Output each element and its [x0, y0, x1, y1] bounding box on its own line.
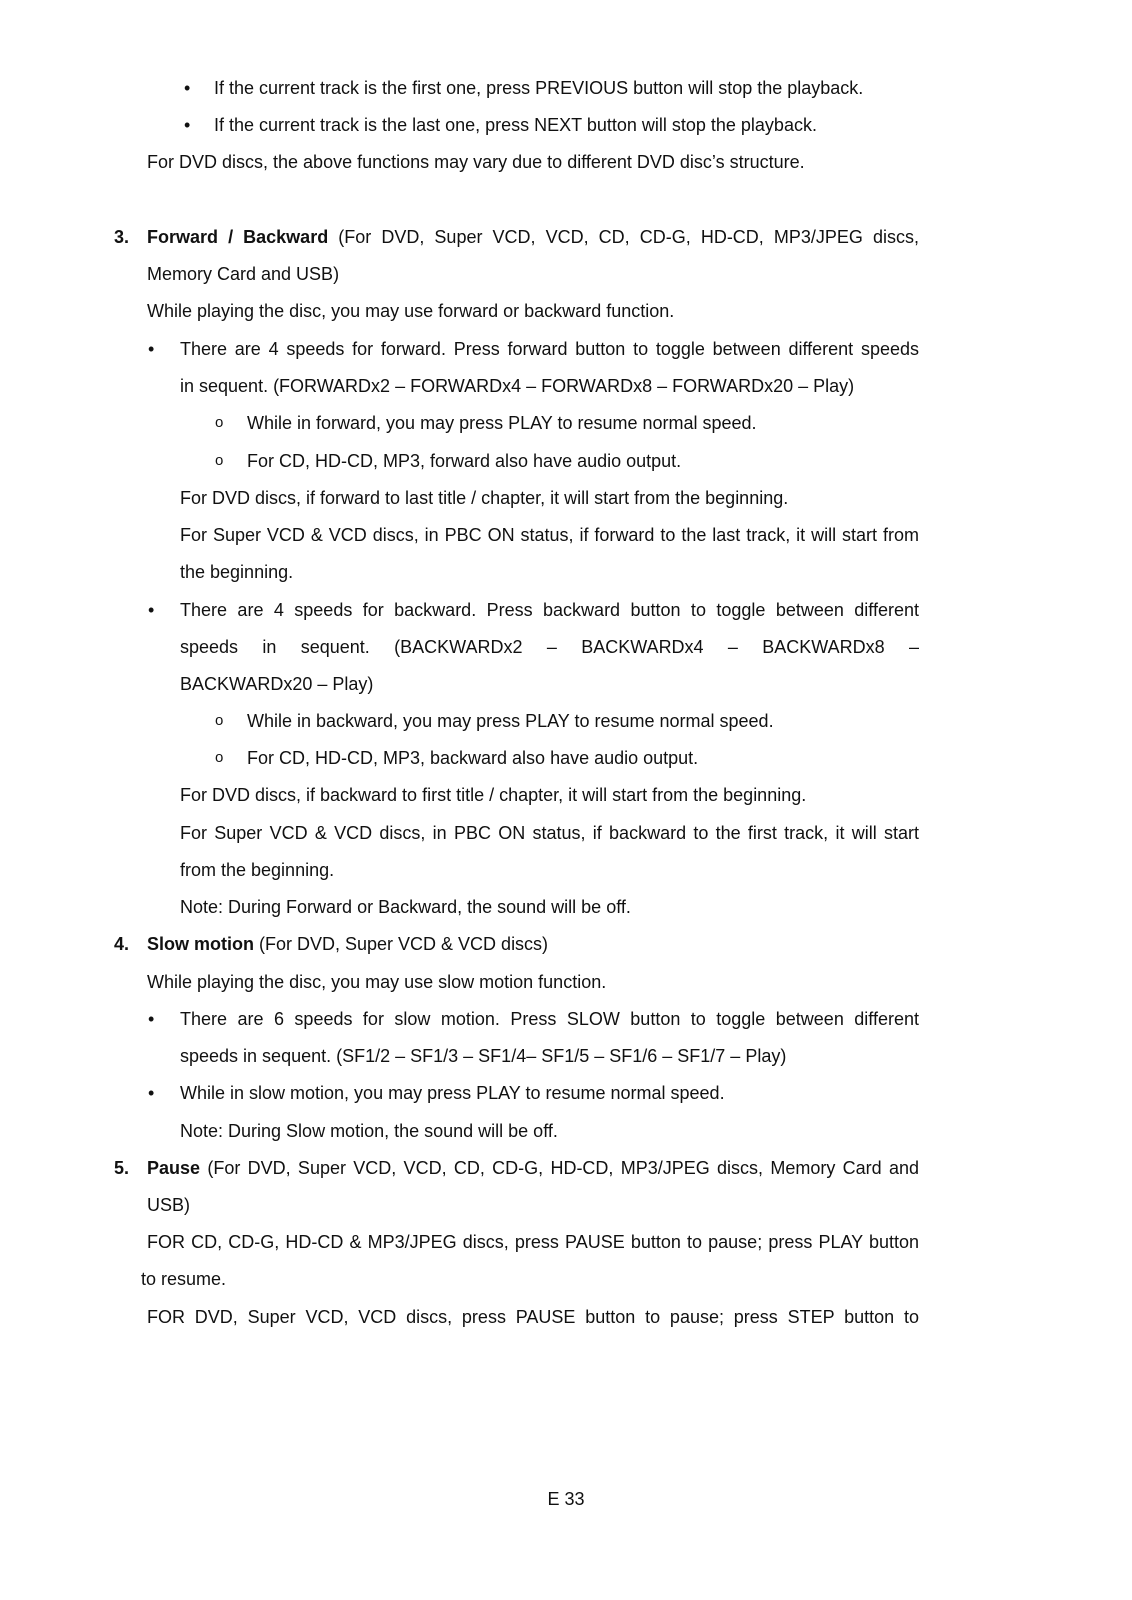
bullet-icon: •: [148, 1009, 155, 1029]
section-title: Pause: [147, 1158, 201, 1178]
sound-off-note: Note: During Forward or Backward, the sound will be off.: [180, 897, 631, 917]
section-intro: While playing the disc, you may use forward or backward function.: [147, 301, 675, 321]
bullet-icon: •: [148, 1083, 155, 1103]
slow-speeds: There are 6 speeds for slow motion. Press SLOW button to toggle between different: [180, 1009, 919, 1029]
forward-dvd-note: For DVD discs, if forward to last title / chapter, it will start from the beginning.: [180, 488, 789, 508]
circle-bullet-icon: o: [215, 749, 224, 766]
circle-bullet-icon: o: [215, 712, 224, 729]
forward-speeds: There are 4 speeds for forward. Press forward button to toggle between different speeds: [180, 339, 919, 359]
bullet-first-track: If the current track is the first one, press PREVIOUS button will stop the playback.: [214, 78, 864, 98]
bullet-last-track: If the current track is the last one, press NEXT button will stop the playback.: [214, 115, 817, 135]
backward-dvd-note: For DVD discs, if backward to first title / chapter, it will start from the beginning.: [180, 785, 807, 805]
backward-speeds-cont: speeds in sequent. (BACKWARDx2 – BACKWARDx4 – BACKWARDx8 –: [180, 637, 919, 657]
section-number: 3.: [114, 227, 130, 247]
backward-speeds-cont: BACKWARDx20 – Play): [180, 674, 374, 694]
pause-dvd-instructions: FOR DVD, Super VCD, VCD discs, press PAUSE button to pause; press STEP button to: [147, 1307, 919, 1327]
backward-sub-item: For CD, HD-CD, MP3, backward also have audio output.: [247, 748, 699, 768]
page-number: E 33: [547, 1489, 585, 1509]
slow-sound-note: Note: During Slow motion, the sound will be off.: [180, 1121, 558, 1141]
forward-svcd-note-cont: the beginning.: [180, 562, 294, 582]
section-scope: (For DVD, Super VCD & VCD discs): [254, 934, 549, 954]
section-scope-cont: USB): [147, 1195, 191, 1215]
pause-cd-instructions: FOR CD, CD-G, HD-CD & MP3/JPEG discs, press PAUSE button to pause; press PLAY button: [147, 1232, 919, 1252]
bullet-icon: •: [148, 600, 155, 620]
slow-speeds-cont: speeds in sequent. (SF1/2 – SF1/3 – SF1/4– SF1/5 – SF1/6 – SF1/7 – Play): [180, 1046, 787, 1066]
section-scope: (For DVD, Super VCD, VCD, CD, CD-G, HD-CD, MP3/JPEG discs, Memory Card and: [200, 1158, 919, 1178]
bullet-icon: •: [184, 115, 191, 135]
section-title: Slow motion: [147, 934, 254, 954]
backward-sub-item: While in backward, you may press PLAY to resume normal speed.: [247, 711, 774, 731]
forward-sub-item: While in forward, you may press PLAY to resume normal speed.: [247, 413, 757, 433]
section-intro: While playing the disc, you may use slow motion function.: [147, 972, 607, 992]
section-number: 5.: [114, 1158, 130, 1178]
section-heading: [147, 1156, 919, 1180]
circle-bullet-icon: o: [215, 414, 224, 431]
section-scope-cont: Memory Card and USB): [147, 264, 340, 284]
section-number: 4.: [114, 934, 130, 954]
backward-svcd-note: For Super VCD & VCD discs, in PBC ON status, if backward to the first track, it will start: [180, 823, 919, 843]
backward-svcd-note-cont: from the beginning.: [180, 860, 335, 880]
backward-speeds: There are 4 speeds for backward. Press backward button to toggle between different: [180, 600, 919, 620]
section-title: Forward / Backward: [147, 227, 329, 247]
section-heading: [147, 932, 548, 956]
bullet-icon: •: [148, 339, 155, 359]
bullet-icon: •: [184, 78, 191, 98]
pause-cd-instructions-cont: to resume.: [141, 1269, 227, 1289]
forward-svcd-note: For Super VCD & VCD discs, in PBC ON status, if forward to the last track, it will start from: [180, 525, 919, 545]
slow-resume: While in slow motion, you may press PLAY to resume normal speed.: [180, 1083, 725, 1103]
forward-speeds-cont: in sequent. (FORWARDx2 – FORWARDx4 – FORWARDx8 – FORWARDx20 – Play): [180, 376, 855, 396]
section-scope: (For DVD, Super VCD, VCD, CD, CD-G, HD-CD, MP3/JPEG discs,: [338, 227, 919, 247]
forward-sub-item: For CD, HD-CD, MP3, forward also have audio output.: [247, 451, 682, 471]
section-heading: [147, 225, 919, 249]
circle-bullet-icon: o: [215, 452, 224, 469]
dvd-structure-note: For DVD discs, the above functions may vary due to different DVD disc’s structure.: [147, 152, 805, 172]
